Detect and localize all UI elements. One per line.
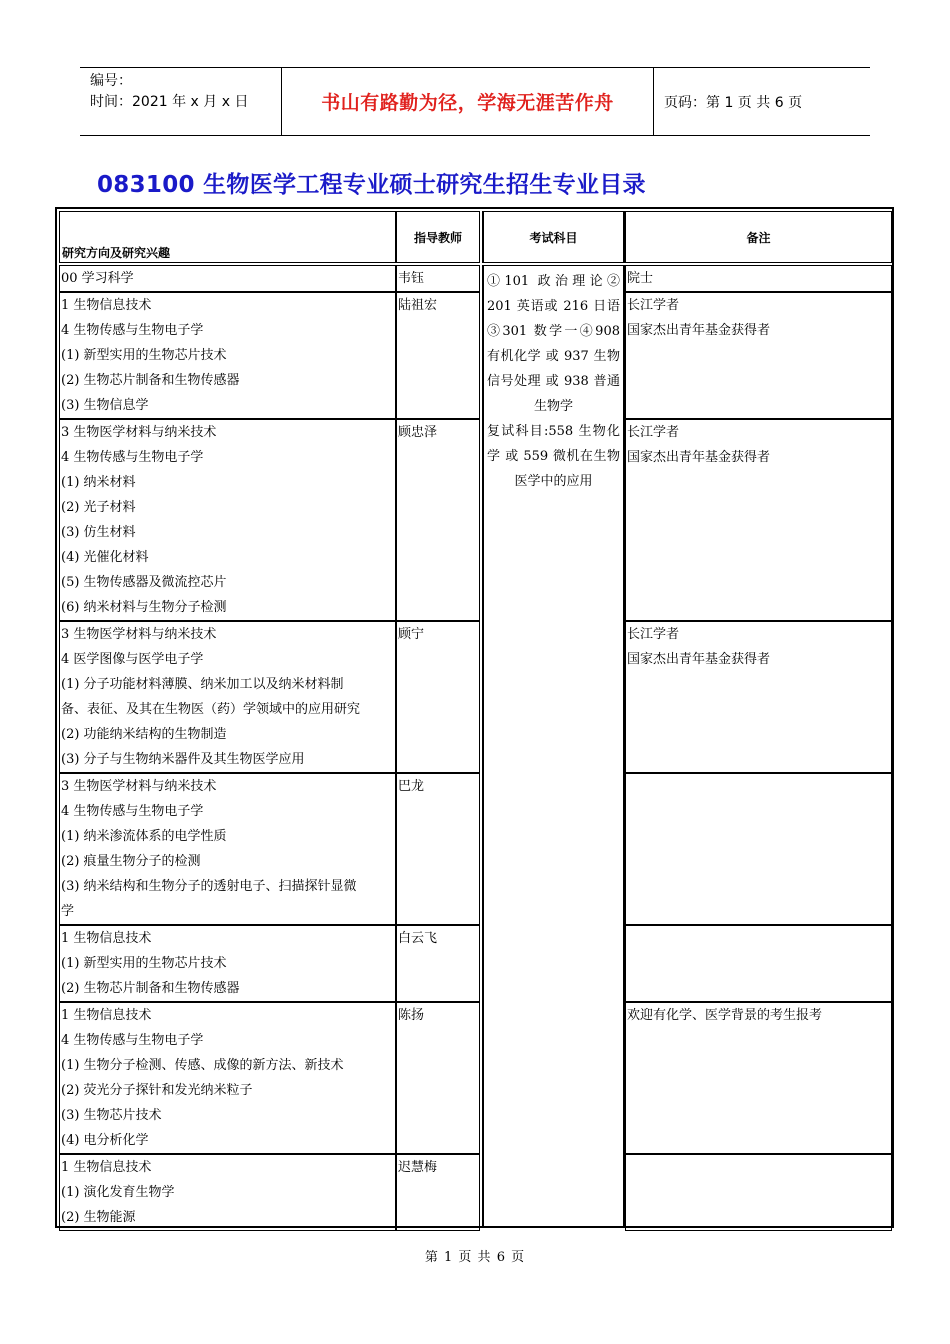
direction-line: 1 生物信息技术 — [61, 298, 152, 313]
direction-cell — [59, 1002, 396, 1154]
remark-cell — [625, 419, 892, 621]
direction-line: (1) 分子功能材料薄膜、纳米加工以及纳米材料制 — [61, 677, 344, 692]
remark-cell — [625, 292, 892, 419]
remark-cell — [625, 773, 892, 925]
column-header-direction: 研究方向及研究兴趣 — [59, 211, 396, 263]
column-header-remark: 备注 — [625, 211, 892, 263]
remark-line: 长江学者 — [627, 298, 680, 313]
page-footer: 第 1 页 共 6 页 — [424, 1250, 526, 1265]
direction-line: (4) 电分析化学 — [61, 1133, 149, 1148]
teacher-cell — [396, 1002, 480, 1154]
direction-line: (2) 痕量生物分子的检测 — [61, 854, 201, 869]
teacher-cell — [396, 292, 480, 419]
exam-subjects-text: ①101 政治理论② 201 英语或 216 日语 ③301 数学一④908 有机化学 或 937 生物信号处理 或 938 普通生物学 — [487, 274, 620, 414]
direction-line: 备、表征、及其在生物医（药）学领域中的应用研究 — [61, 702, 361, 717]
direction-line: (1) 纳米材料 — [61, 475, 136, 490]
direction-line: 4 生物传感与生物电子学 — [61, 323, 204, 338]
direction-cell — [59, 1154, 396, 1231]
direction-line: (1) 新型实用的生物芯片技术 — [61, 956, 227, 971]
direction-line: (6) 纳米材料与生物分子检测 — [61, 600, 227, 615]
direction-cell — [59, 419, 396, 621]
teacher-cell — [396, 621, 480, 773]
remark-line: 长江学者 — [627, 627, 680, 642]
header-meta — [80, 68, 281, 135]
direction-line: (2) 光子材料 — [61, 500, 136, 515]
direction-line: (3) 生物芯片技术 — [61, 1108, 162, 1123]
teacher-cell — [396, 265, 480, 292]
direction-line: 3 生物医学材料与纳米技术 — [61, 425, 217, 440]
teacher-name: 韦钰 — [398, 271, 425, 286]
direction-line: 学 — [61, 904, 75, 919]
direction-line: (1) 新型实用的生物芯片技术 — [61, 348, 227, 363]
direction-line: (1) 演化发育生物学 — [61, 1185, 175, 1200]
teacher-name: 陈扬 — [398, 1008, 425, 1023]
direction-line: (3) 仿生材料 — [61, 525, 136, 540]
direction-line: (3) 分子与生物纳米器件及其生物医学应用 — [61, 752, 305, 767]
direction-line: 1 生物信息技术 — [61, 1160, 152, 1175]
teacher-cell — [396, 773, 480, 925]
remark-line: 国家杰出青年基金获得者 — [627, 323, 771, 338]
direction-line: (2) 生物芯片制备和生物传感器 — [61, 981, 240, 996]
direction-line: 00 学习科学 — [61, 271, 134, 286]
teacher-name: 迟慧梅 — [398, 1160, 438, 1175]
header-page-label: 页码：第 1 页 共 6 页 — [664, 94, 803, 111]
direction-line: (2) 生物芯片制备和生物传感器 — [61, 373, 240, 388]
remark-cell — [625, 1154, 892, 1231]
remark-line: 国家杰出青年基金获得者 — [627, 450, 771, 465]
direction-line: (3) 纳米结构和生物分子的透射电子、扫描探针显微 — [61, 879, 357, 894]
teacher-name: 顾忠泽 — [398, 425, 438, 440]
catalog-table — [55, 207, 894, 1228]
remark-line: 国家杰出青年基金获得者 — [627, 652, 771, 667]
direction-line: (5) 生物传感器及微流控芯片 — [61, 575, 227, 590]
direction-line: (1) 生物分子检测、传感、成像的新方法、新技术 — [61, 1058, 344, 1073]
direction-cell — [59, 925, 396, 1002]
direction-line: 4 生物传感与生物电子学 — [61, 804, 204, 819]
remark-line: 长江学者 — [627, 425, 680, 440]
direction-line: 1 生物信息技术 — [61, 931, 152, 946]
direction-line: (3) 生物信息学 — [61, 398, 149, 413]
remark-cell — [625, 1002, 892, 1154]
teacher-cell — [396, 925, 480, 1002]
header-motto: 书山有路勤为径，学海无涯苦作舟 — [281, 68, 654, 135]
direction-line: (4) 光催化材料 — [61, 550, 149, 565]
document-number-label: 编号： — [90, 73, 132, 89]
remark-cell — [625, 265, 892, 292]
remark-cell — [625, 925, 892, 1002]
remark-line: 院士 — [627, 271, 654, 286]
direction-cell — [59, 773, 396, 925]
direction-line: (2) 功能纳米结构的生物制造 — [61, 727, 227, 742]
direction-cell — [59, 292, 396, 419]
teacher-name: 白云飞 — [398, 931, 438, 946]
direction-line: 4 医学图像与医学电子学 — [61, 652, 204, 667]
direction-line: 3 生物医学材料与纳米技术 — [61, 627, 217, 642]
direction-line: (1) 纳米渗流体系的电学性质 — [61, 829, 227, 844]
column-header-teacher: 指导教师 — [396, 211, 480, 263]
remark-cell — [625, 621, 892, 773]
retest-subjects-text: 复试科目:558 生物化学 或 559 微机在生物医学中的应用 — [487, 424, 620, 489]
teacher-name: 陆祖宏 — [398, 298, 438, 313]
document-time-label: 时间：2021 年 x 月 x 日 — [90, 94, 249, 110]
teacher-name: 巴龙 — [398, 779, 425, 794]
direction-cell — [59, 265, 396, 292]
direction-line: (2) 生物能源 — [61, 1210, 136, 1225]
direction-line: 4 生物传感与生物电子学 — [61, 450, 204, 465]
direction-line: 3 生物医学材料与纳米技术 — [61, 779, 217, 794]
teacher-cell — [396, 1154, 480, 1231]
remark-line: 欢迎有化学、医学背景的考生报考 — [627, 1008, 823, 1023]
exam-subjects-cell — [482, 265, 625, 1227]
direction-line: (2) 荧光分子探针和发光纳米粒子 — [61, 1083, 253, 1098]
direction-line: 1 生物信息技术 — [61, 1008, 152, 1023]
direction-cell — [59, 621, 396, 773]
page-title: 083100 生物医学工程专业硕士研究生招生专业目录 — [97, 172, 646, 198]
teacher-cell — [396, 419, 480, 621]
document-header — [80, 67, 870, 136]
teacher-name: 顾宁 — [398, 627, 425, 642]
direction-line: 4 生物传感与生物电子学 — [61, 1033, 204, 1048]
column-header-exam: 考试科目 — [482, 211, 625, 263]
